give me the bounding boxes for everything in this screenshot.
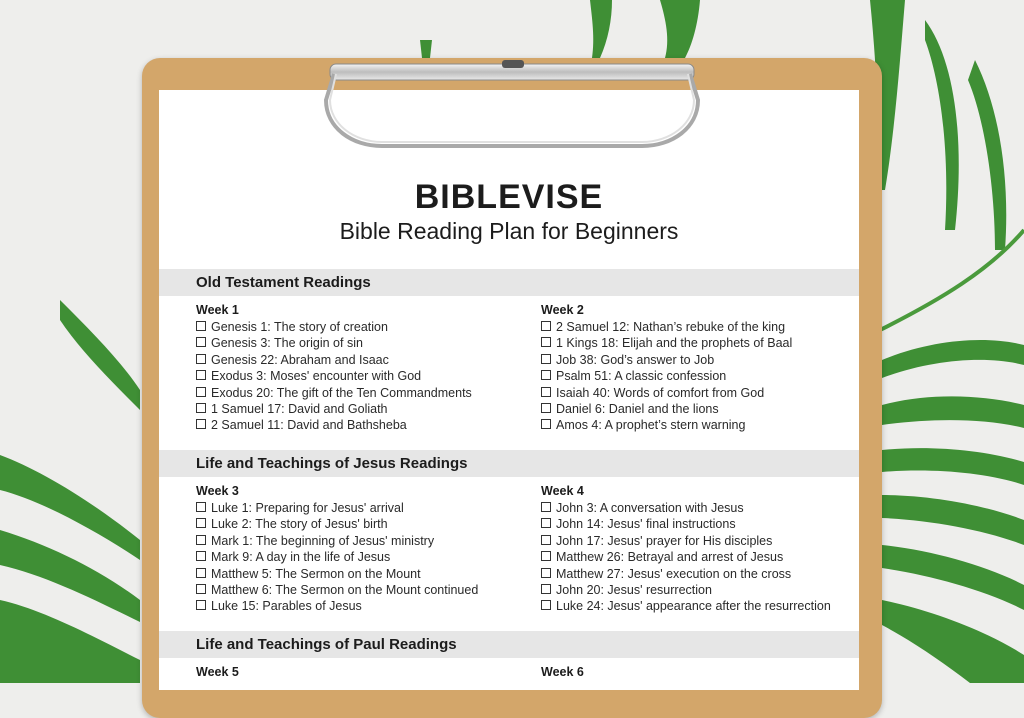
reading-item[interactable]: Luke 24: Jesus' appearance after the resurrection: [541, 598, 861, 614]
reading-item[interactable]: 2 Samuel 11: David and Bathsheba: [196, 417, 516, 433]
checkbox-icon[interactable]: [541, 584, 551, 594]
reading-item[interactable]: Isaiah 40: Words of comfort from God: [541, 385, 861, 401]
section-header-paul: [159, 631, 859, 658]
week-6-column: [541, 664, 861, 681]
week-label: Week 1: [196, 303, 239, 317]
reading-item[interactable]: 1 Samuel 17: David and Goliath: [196, 401, 516, 417]
checkbox-icon[interactable]: [196, 568, 206, 578]
reading-item[interactable]: John 17: Jesus' prayer for His disciples: [541, 533, 861, 549]
checkbox-icon[interactable]: [196, 584, 206, 594]
section-title: Life and Teachings of Jesus Readings: [196, 455, 468, 472]
reading-item[interactable]: Matthew 6: The Sermon on the Mount continued: [196, 582, 516, 598]
checkbox-icon[interactable]: [541, 535, 551, 545]
checkbox-icon[interactable]: [196, 535, 206, 545]
section-title: Old Testament Readings: [196, 274, 371, 291]
reading-item[interactable]: 2 Samuel 12: Nathan’s rebuke of the king: [541, 319, 861, 335]
checkbox-icon[interactable]: [196, 403, 206, 413]
brand-logo: BIBLEVISE: [414, 178, 604, 216]
checkbox-icon[interactable]: [541, 370, 551, 380]
reading-item[interactable]: Amos 4: A prophet’s stern warning: [541, 417, 861, 433]
week-label: Week 2: [541, 303, 584, 317]
reading-item[interactable]: Psalm 51: A classic confession: [541, 368, 861, 384]
reading-item[interactable]: Mark 1: The beginning of Jesus' ministry: [196, 533, 516, 549]
week-3-column: [196, 483, 516, 615]
checkbox-icon[interactable]: [196, 551, 206, 561]
reading-item[interactable]: Genesis 22: Abraham and Isaac: [196, 352, 516, 368]
week-2-column: [541, 302, 861, 434]
checkbox-icon[interactable]: [541, 419, 551, 429]
week-label: Week 3: [196, 484, 239, 498]
checkbox-icon[interactable]: [196, 354, 206, 364]
checkbox-icon[interactable]: [541, 568, 551, 578]
reading-item[interactable]: Exodus 20: The gift of the Ten Commandments: [196, 385, 516, 401]
checkbox-icon[interactable]: [541, 551, 551, 561]
checkbox-icon[interactable]: [196, 370, 206, 380]
checkbox-icon[interactable]: [196, 518, 206, 528]
checkbox-icon[interactable]: [196, 337, 206, 347]
reading-item[interactable]: Mark 9: A day in the life of Jesus: [196, 549, 516, 565]
checkbox-icon[interactable]: [541, 354, 551, 364]
checkbox-icon[interactable]: [541, 502, 551, 512]
reading-item[interactable]: Daniel 6: Daniel and the lions: [541, 401, 861, 417]
checkbox-icon[interactable]: [196, 502, 206, 512]
week-label: Week 5: [196, 665, 239, 679]
checkbox-icon[interactable]: [196, 321, 206, 331]
reading-item[interactable]: John 20: Jesus' resurrection: [541, 582, 861, 598]
checkbox-icon[interactable]: [196, 419, 206, 429]
week-1-column: [196, 302, 516, 434]
checkbox-icon[interactable]: [541, 600, 551, 610]
reading-item[interactable]: Luke 2: The story of Jesus' birth: [196, 516, 516, 532]
checkbox-icon[interactable]: [541, 337, 551, 347]
week-4-column: [541, 483, 861, 615]
reading-item[interactable]: Matthew 26: Betrayal and arrest of Jesus: [541, 549, 861, 565]
week-label: Week 6: [541, 665, 584, 679]
checkbox-icon[interactable]: [541, 387, 551, 397]
checkbox-icon[interactable]: [196, 600, 206, 610]
section-title: Life and Teachings of Paul Readings: [196, 636, 457, 653]
page-title: Bible Reading Plan for Beginners: [339, 218, 679, 244]
section-header-old-testament: [159, 269, 859, 296]
reading-item[interactable]: Exodus 3: Moses' encounter with God: [196, 368, 516, 384]
checkbox-icon[interactable]: [541, 518, 551, 528]
reading-item[interactable]: Job 38: God’s answer to Job: [541, 352, 861, 368]
reading-item[interactable]: Luke 1: Preparing for Jesus' arrival: [196, 500, 516, 516]
week-5-column: [196, 664, 516, 681]
week-label: Week 4: [541, 484, 584, 498]
reading-item[interactable]: Matthew 5: The Sermon on the Mount: [196, 566, 516, 582]
reading-item[interactable]: John 3: A conversation with Jesus: [541, 500, 861, 516]
checkbox-icon[interactable]: [196, 387, 206, 397]
reading-item[interactable]: John 14: Jesus' final instructions: [541, 516, 861, 532]
checkbox-icon[interactable]: [541, 403, 551, 413]
reading-item[interactable]: 1 Kings 18: Elijah and the prophets of Baal: [541, 335, 861, 351]
reading-item[interactable]: Genesis 1: The story of creation: [196, 319, 516, 335]
reading-item[interactable]: Matthew 27: Jesus' execution on the cross: [541, 566, 861, 582]
clipboard-clip-icon: [322, 60, 702, 150]
reading-item[interactable]: Genesis 3: The origin of sin: [196, 335, 516, 351]
reading-item[interactable]: Luke 15: Parables of Jesus: [196, 598, 516, 614]
reading-plan-sheet: [159, 90, 859, 690]
section-header-jesus: [159, 450, 859, 477]
checkbox-icon[interactable]: [541, 321, 551, 331]
